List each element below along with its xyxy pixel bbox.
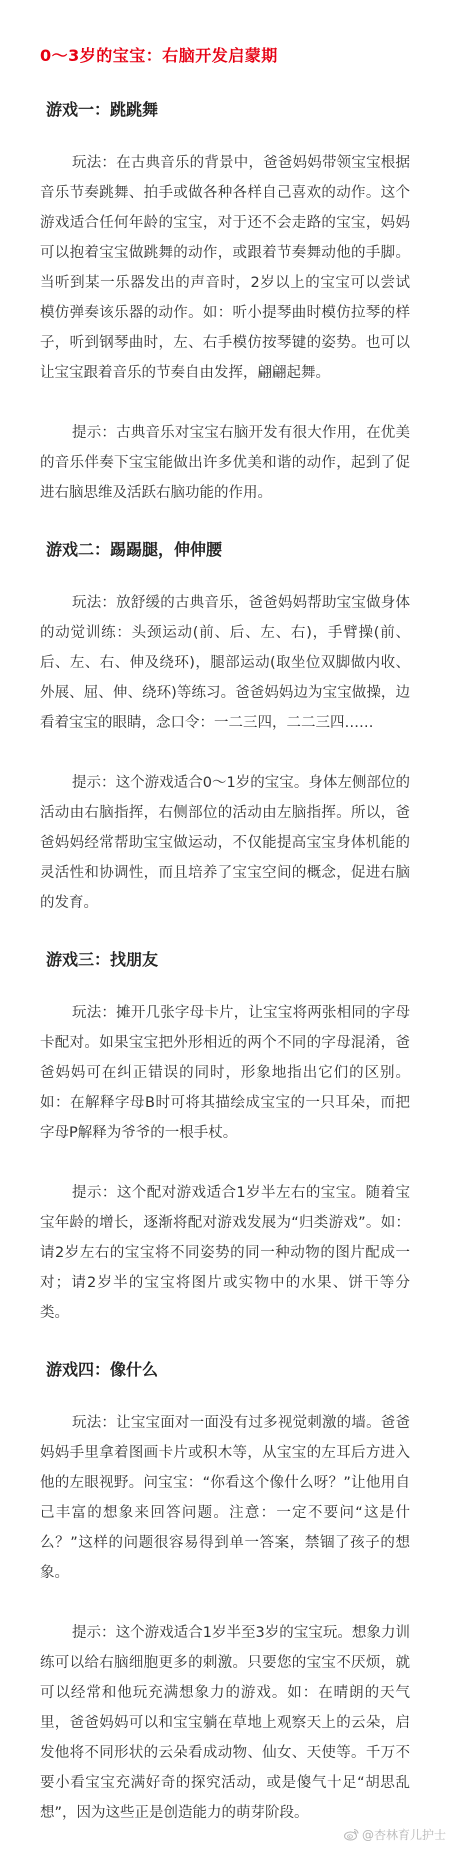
game-heading: 游戏一：跳跳舞 (46, 100, 159, 119)
game-play-text: 玩法：摊开几张字母卡片，让宝宝将两张相同的字母卡配对。如果宝宝把外形相近的两个不同的字母混淆，爸爸妈妈可在纠正错误的同时，形象地指出它们的区别。如：在解释字母B时可将其描绘成宝宝的一只耳朵，而把字母P解释为爷爷的一根手杖。 (40, 1005, 410, 1141)
game-heading: 游戏三：找朋友 (46, 950, 159, 969)
game-tip-text: 提示：古典音乐对宝宝右脑开发有很大作用，在优美的音乐伴奏下宝宝能做出许多优美和谐的动作，起到了促进右脑思维及活跃右脑功能的作用。 (40, 425, 410, 501)
game-section-2 (40, 538, 410, 918)
game-play-text: 玩法：让宝宝面对一面没有过多视觉刺激的墙。爸爸妈妈手里拿着图画卡片或积木等，从宝宝的左耳后方进入他的左眼视野。问宝宝：“你看这个像什么呀？”让他用自己丰富的想象来回答问题。注意：一定不要问“这是什么？”这样的问题很容易得到单一答案，禁锢了孩子的想象。 (40, 1415, 410, 1581)
article (0, 44, 460, 1853)
game-tip-text: 提示：这个配对游戏适合1岁半左右的宝宝。随着宝宝年龄的增长，逐渐将配对游戏发展为“归类游戏”。如：请2岁左右的宝宝将不同姿势的同一种动物的图片配成一对；请2岁半的宝宝将图片或实物中的水果、饼干等分类。 (40, 1185, 410, 1321)
game-tip-text: 提示：这个游戏适合0～1岁的宝宝。身体左侧部位的活动由右脑指挥，右侧部位的活动由左脑指挥。所以，爸爸妈妈经常帮助宝宝做运动，不仅能提高宝宝身体机能的灵活性和协调性，而且培养了宝宝空间的概念，促进右脑的发育。 (40, 775, 410, 911)
game-section-4 (40, 1358, 410, 1828)
game-section-1 (40, 98, 410, 508)
game-tip-text: 提示：这个游戏适合1岁半至3岁的宝宝玩。想象力训练可以给右脑细胞更多的刺激。只要您的宝宝不厌烦，就可以经常和他玩充满想象力的游戏。如：在晴朗的天气里，爸爸妈妈可以和宝宝躺在草地上观察天上的云朵，启发他将不同形状的云朵看成动物、仙女、天使等。千万不要小看宝宝充满好奇的探究活动，或是傻气十足“胡思乱想”，因为这些正是创造能力的萌芽阶段。 (40, 1625, 410, 1821)
game-heading: 游戏二：踢踢腿，伸伸腰 (46, 540, 223, 559)
watermark-text: @杏林育儿护士 (361, 1828, 446, 1842)
game-play-text: 玩法：放舒缓的古典音乐，爸爸妈妈帮助宝宝做身体的动觉训练：头颈运动(前、后、左、右)，手臂操(前、后、左、右、伸及绕环)，腿部运动(取坐位双脚做内收、外展、屈、伸、绕环)等练习。爸爸妈妈边为宝宝做操，边看着宝宝的眼睛，念口令：一二三四，二二三四…… (40, 595, 410, 731)
weibo-icon (344, 1828, 359, 1841)
game-play-text: 玩法：在古典音乐的背景中，爸爸妈妈带领宝宝根据音乐节奏跳舞、拍手或做各种各样自己喜欢的动作。这个游戏适合任何年龄的宝宝，对于还不会走路的宝宝，妈妈可以抱着宝宝做跳舞的动作，或跟着节奏舞动他的手脚。当听到某一乐器发出的声音时，2岁以上的宝宝可以尝试模仿弹奏该乐器的动作。如：听小提琴曲时模仿拉琴的样子，听到钢琴曲时，左、右手模仿按琴键的姿势。也可以让宝宝跟着音乐的节奏自由发挥，翩翩起舞。 (40, 155, 410, 381)
game-section-3 (40, 948, 410, 1328)
weibo-watermark (344, 1826, 446, 1843)
article-title: 0～3岁的宝宝：右脑开发启蒙期 (40, 46, 278, 65)
game-heading: 游戏四：像什么 (46, 1360, 159, 1379)
